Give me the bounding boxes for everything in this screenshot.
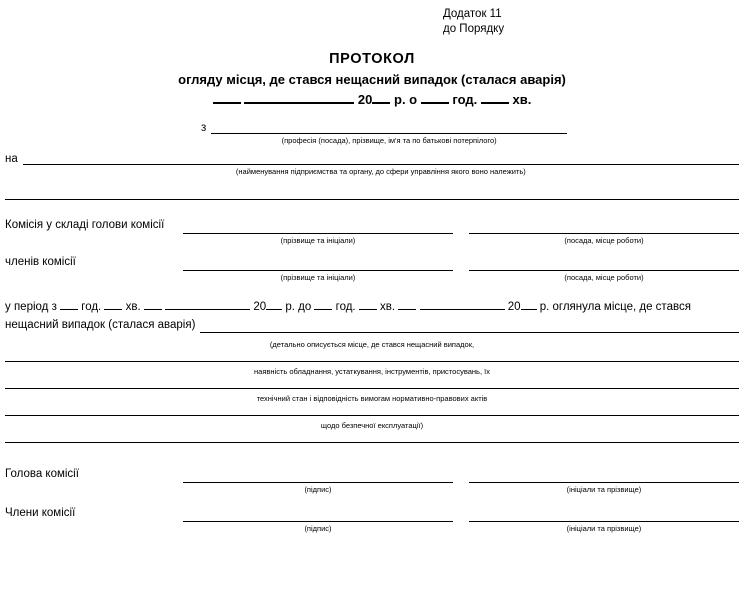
blank-year — [372, 93, 390, 104]
commission-head-name-caption: (прізвище та ініціали) — [280, 235, 356, 245]
enterprise-prefix: на — [5, 152, 18, 165]
description-blank-line-2 — [5, 376, 739, 389]
period-year-prefix-1: 20 — [253, 300, 267, 313]
commission-members-position-caption: (посада, місце роботи) — [564, 272, 644, 282]
blank-minute-from — [104, 299, 122, 310]
commission-members-row — [5, 255, 739, 282]
period-god-1: год. — [81, 300, 102, 313]
blank-month — [244, 93, 354, 104]
period-text-4: нещасний випадок (сталася аварія) — [5, 319, 196, 332]
commission-members-position-line — [469, 258, 739, 271]
signature-members-name-caption: (ініціали та прізвище) — [566, 524, 642, 534]
blank-hour-from — [60, 299, 78, 310]
date-text-hour: год. — [452, 91, 478, 107]
commission-head-name-field — [183, 221, 453, 245]
form-date-line — [5, 92, 739, 109]
appendix-line1: Додаток 11 — [443, 8, 502, 20]
appendix-note — [443, 7, 739, 37]
victim-blank-line — [211, 121, 567, 134]
description-section — [5, 335, 739, 443]
signature-members-sign-field — [183, 509, 453, 533]
signature-members-sign-line — [183, 509, 453, 522]
description-caption-1: (детально описується місце, де стався нещасний випадок, — [269, 340, 475, 350]
enterprise-field-row — [5, 152, 739, 176]
form-title: ПРОТОКОЛ — [329, 51, 415, 67]
period-god-2: год. — [335, 300, 356, 313]
commission-head-position-caption: (посада, місце роботи) — [564, 235, 644, 245]
signature-head-name-field — [469, 470, 739, 494]
signature-head-sign-line — [183, 470, 453, 483]
signature-head-label: Голова комісії — [5, 468, 79, 481]
description-caption-3: технічний стан і відповідність вимогам нормативно-правових актів — [256, 394, 488, 404]
signature-members-name-field — [469, 509, 739, 533]
description-caption-4: щодо безпечної експлуатації) — [320, 421, 424, 431]
date-text-year: р. о — [394, 91, 418, 107]
blank-year-to — [521, 299, 537, 310]
commission-head-position-line — [469, 221, 739, 234]
commission-head-position-field — [469, 221, 739, 245]
blank-year-from — [266, 299, 282, 310]
period-paragraph-line2 — [5, 318, 739, 333]
commission-members-position-field — [469, 258, 739, 282]
date-text-minute: хв. — [512, 91, 532, 107]
signature-members-sign-caption: (підпис) — [304, 524, 332, 534]
signature-head-name-line — [469, 470, 739, 483]
blank-day-from — [144, 299, 162, 310]
blank-month-to — [420, 299, 505, 310]
period-text-3: р. оглянула місце, де стався — [539, 300, 691, 313]
commission-head-row — [5, 218, 739, 245]
victim-field-row — [201, 121, 567, 145]
form-subtitle: огляду місця, де стався нещасний випадок (сталася аварія) — [178, 71, 566, 87]
description-blank-line-4 — [5, 430, 739, 443]
commission-head-label: Комісія у складі голови комісії — [5, 218, 165, 231]
period-hv-1: хв. — [125, 300, 141, 313]
period-text-1: у період з — [5, 300, 57, 313]
blank-minute — [481, 93, 509, 104]
victim-prefix: з — [201, 121, 207, 134]
blank-month-from — [165, 299, 250, 310]
signature-head-name-caption: (ініціали та прізвище) — [566, 485, 642, 495]
signature-members-row — [5, 506, 739, 533]
blank-hour-to — [314, 299, 332, 310]
blank-minute-to — [359, 299, 377, 310]
victim-caption: (професія (посада), прізвище, ім'я та по батькові потерпілого) — [281, 135, 497, 145]
period-paragraph — [5, 299, 739, 315]
blank-hour — [421, 93, 449, 104]
signature-members-name-line — [469, 509, 739, 522]
period-year-prefix-2: 20 — [507, 300, 521, 313]
enterprise-caption: (найменування підприємства та органу, до сфери управління якого воно належить) — [235, 166, 526, 176]
description-caption-2: наявність обладнання, устаткування, інструментів, пристосувань, їх — [254, 367, 490, 377]
enterprise-continuation-line — [5, 185, 739, 200]
title-block — [5, 50, 739, 109]
commission-head-name-line — [183, 221, 453, 234]
victim-field — [211, 121, 567, 145]
blank-day-to — [398, 299, 416, 310]
appendix-line2: до Порядку — [443, 23, 505, 35]
enterprise-field — [23, 152, 739, 176]
commission-members-name-line — [183, 258, 453, 271]
signature-head-sign-caption: (підпис) — [304, 485, 332, 495]
period-hv-2: хв. — [380, 300, 396, 313]
period-text-2: р. до — [285, 300, 312, 313]
description-blank-line-3 — [5, 403, 739, 416]
commission-members-label: членів комісії — [5, 255, 76, 268]
enterprise-blank-line — [23, 152, 739, 165]
signature-head-sign-field — [183, 470, 453, 494]
signature-members-label: Члени комісії — [5, 507, 76, 520]
commission-members-name-field — [183, 258, 453, 282]
description-blank-line-1 — [5, 349, 739, 362]
signature-head-row — [5, 467, 739, 494]
blank-day — [213, 93, 241, 104]
description-blank-line-0 — [200, 321, 739, 333]
commission-members-name-caption: (прізвище та ініціали) — [280, 272, 356, 282]
date-year-prefix: 20 — [357, 91, 373, 107]
